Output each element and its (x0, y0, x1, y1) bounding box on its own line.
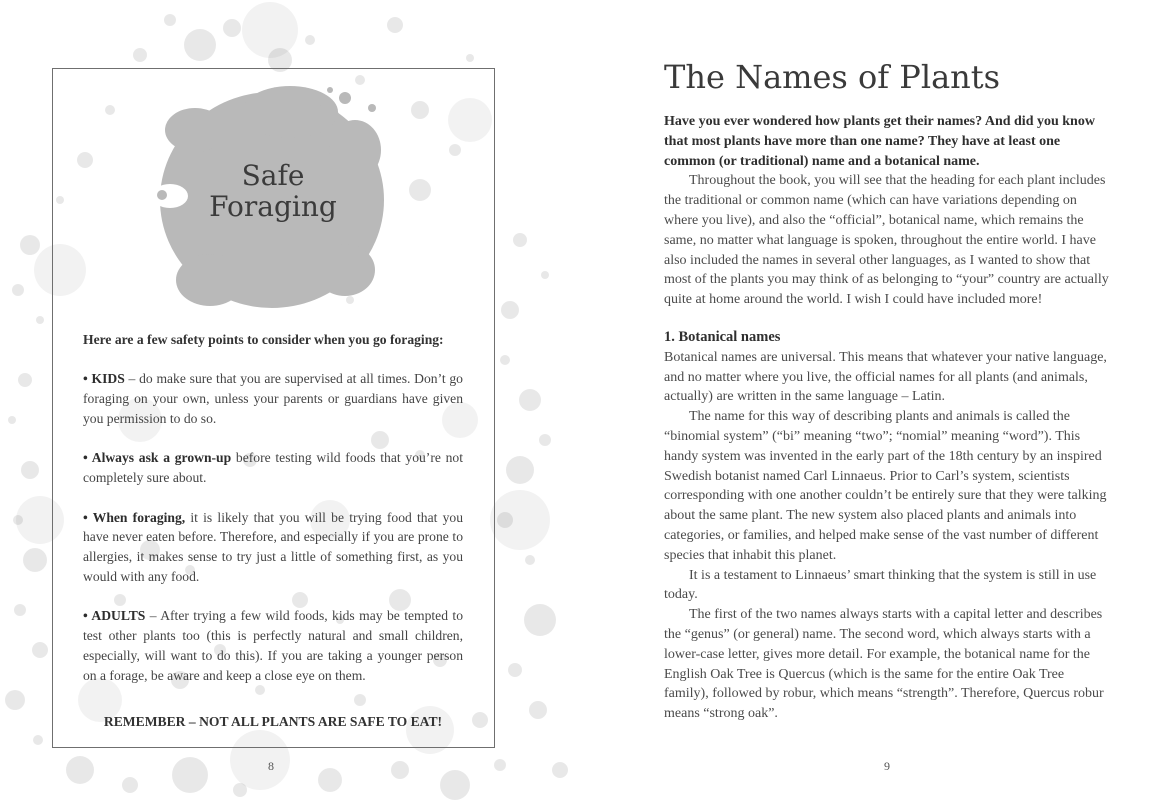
page-title: The Names of Plants (664, 58, 1001, 96)
title-line-2: Foraging (209, 190, 337, 223)
point-text: before testing wild foods that you’re not completely sure about. (83, 450, 464, 486)
remember-warning: REMEMBER – NOT ALL PLANTS ARE SAFE TO EAT! (103, 714, 443, 729)
page-number-right: 9 (884, 759, 890, 773)
section-heading: 1. Botanical names (664, 328, 781, 345)
safety-point-kids (83, 369, 463, 428)
safe-foraging-title (163, 160, 383, 222)
safety-points (83, 330, 463, 705)
page-number-left: 8 (268, 759, 274, 773)
point-label: • When foraging, (83, 509, 186, 525)
safety-point-adults (83, 606, 463, 685)
paragraph: The name for this way of describing plants and animals is called the “binomial system” (“bi” meaning “two”; “nomial” meaning “word”). This handy system was invented in the early part of the 18th century by an inspired Swedish botanist named Carl Linnaeus. Prior to Carl’s system, scientists corresponding with one another couldn’t be entirely sure that they were talking about the same plant. The new system also placed plants and animals into categories, or families, and helped make sense of the vast number of different species that inhabit this planet. (664, 409, 1107, 563)
point-text: – After trying a few wild foods, kids may be tempted to test other plants too (this is perfectly natural and small children, especially, will want to do this). If you are taking a younger person on a forage, be aware and keep a close eye on them. (83, 608, 463, 683)
lead-paragraph: Have you ever wondered how plants get their names? And did you know that most plants have more than one name? They have at least one common (or traditional) name and a botanical name. (664, 114, 1095, 169)
paragraph: It is a testament to Linnaeus’ smart thinking that the system is still in use today. (664, 567, 1097, 603)
point-label: • Always ask a grown-up (83, 450, 232, 466)
title-line-1: Safe (241, 159, 305, 192)
paragraph: Botanical names are universal. This means that whatever your native language, and no matter where you live, the official names for all plants (and animals, actually) are written in the same language – Latin. (664, 349, 1107, 405)
safety-point-grown-up (83, 448, 463, 488)
paragraph: The first of the two names always starts with a capital letter and describes the “genus” (or general) name. The second word, which always starts with a lower-case letter, gives more detail. For example, the botanical name for the English Oak Tree is Quercus (which is the same for the entire Oak Tree family), followed by robur, which means “strength”. Therefore, Quercus robur means “strong oak”. (664, 607, 1104, 722)
point-label: • KIDS (83, 371, 125, 387)
paragraph: Throughout the book, you will see that the heading for each plant includes the traditional or common name (which can have variations depending on where you live), and also the “official”, botanical name, which remains the same, no matter what language is spoken, throughout the entire world. I have also included the names in several other languages, as I wanted to show that most of the plants you may think of as belonging to “your” country are actually quite at home around the world. I wish I could have included more! (664, 173, 1109, 308)
safety-point-when-foraging (83, 508, 463, 587)
point-label: • ADULTS (83, 608, 146, 624)
point-text: it is likely that you will be trying food that you have never eaten before. Therefore, and especially if you are prone to allergies, it makes sense to try just a little of something first, as you would with any food. (83, 509, 463, 584)
safety-intro: Here are a few safety points to consider when you go foraging: (83, 332, 444, 347)
names-of-plants-body (664, 112, 1110, 724)
point-text: – do make sure that you are supervised at all times. Don’t go foraging on your own, unless your parents or guardians have given you permission to do so. (83, 371, 463, 426)
